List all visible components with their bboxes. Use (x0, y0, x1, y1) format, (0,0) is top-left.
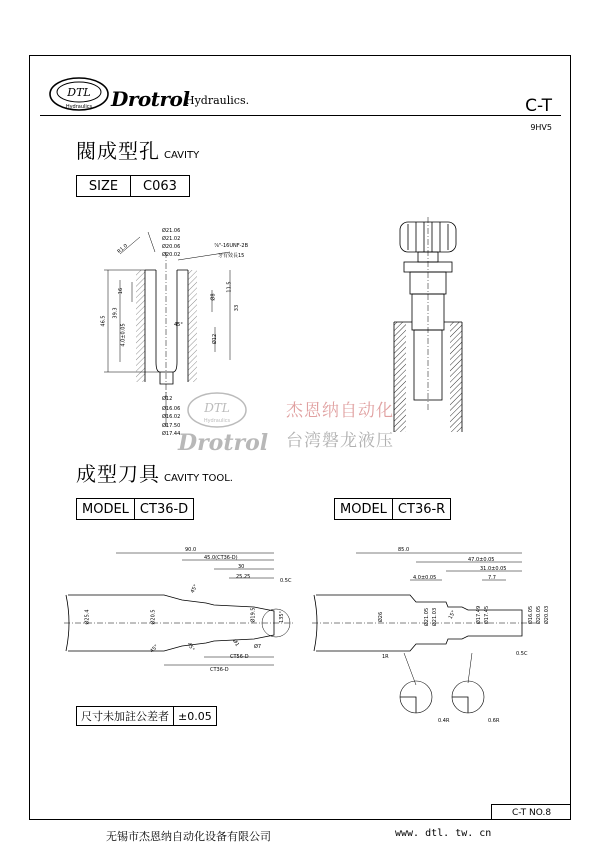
size-value: C063 (130, 176, 189, 196)
dim-b1: Ø16.06 (162, 406, 181, 412)
watermark-logo (186, 390, 248, 430)
tool-r-d17-49: Ø17.49 (476, 605, 483, 625)
brand-name: Drotrol (111, 87, 190, 111)
header-rule (40, 115, 561, 116)
dim-4: 4.0±0.05 (120, 323, 127, 347)
size-label: SIZE (88, 178, 119, 194)
dim-b3: Ø17.50 (162, 423, 181, 429)
dim-b4: Ø17.44 (162, 431, 181, 437)
tool-r-7-7: 7.7 (488, 575, 496, 581)
tool-r-85: 85.0 (398, 547, 410, 553)
dim-d3: Ø20.06 (162, 244, 181, 250)
cavity-title: 閥成型孔 CAVITY (76, 139, 200, 163)
footer-company: 无锡市杰恩纳自动化设备有限公司 (106, 830, 271, 843)
tool-model-left (76, 498, 194, 520)
tool-r-d26: Ø26 (378, 611, 385, 623)
model-left-value: CT36-D (134, 499, 193, 519)
tool-r-d21-03: Ø21.03 (432, 607, 439, 627)
tool-r-d20-03: Ø20.03 (544, 605, 551, 625)
tool-r-1r: 1R (382, 654, 389, 660)
cavity-size-box (76, 175, 190, 197)
dim-33: 33 (234, 304, 241, 312)
tool-r-0-6r: 0.6R (488, 718, 500, 724)
dim-thread: ⅞"-16UNF-2B (214, 243, 249, 249)
tool-right-drawing (312, 545, 552, 735)
tool-r-d17-45: Ø17.45 (484, 605, 491, 625)
dim-d2: Ø21.02 (162, 236, 181, 242)
dim-11-5: 11.5 (226, 281, 233, 293)
tool-r-d20-05: Ø20.05 (536, 605, 543, 625)
tool-title: 成型刀具 CAVITY TOOL. (76, 462, 233, 486)
watermark-logo-text: DTL (204, 401, 230, 415)
valve-drawing (388, 212, 468, 442)
model-right-label: MODEL (340, 501, 387, 517)
logo-ring-text: Hydraulics (65, 104, 93, 110)
tool-r-0-5c: 0.5C (516, 651, 528, 657)
tool-left-drawing (64, 545, 304, 685)
tool-l-ct56: CT56-D (230, 654, 249, 660)
tool-l-d19: Ø19.5 (250, 607, 257, 623)
tool-r-4: 4.0±0.05 (413, 575, 437, 581)
watermark-logo-ring: Hydraulics (203, 418, 231, 424)
tool-r-47: 47.0±0.05 (468, 557, 495, 563)
tool-l-ct36: CT36-D (210, 667, 229, 673)
tool-l-d7: Ø7 (254, 644, 262, 650)
dim-d8: Ø8 (210, 293, 217, 301)
dim-d1: Ø21.06 (162, 228, 181, 234)
tool-l-30: 30 (238, 564, 245, 570)
model-left-label: MODEL (82, 501, 129, 517)
dim-thread-depth: 牙有效長15 (218, 253, 245, 259)
tool-model-right (334, 498, 451, 520)
tool-l-45a: 45° (189, 583, 200, 595)
logo-text: DTL (67, 86, 91, 99)
watermark-line1: 杰恩纳自动化 (286, 401, 394, 421)
model-right-value: CT36-R (392, 499, 450, 519)
tool-l-45c: 45° (185, 641, 196, 653)
tool-l-25: 25.25 (236, 574, 251, 580)
tool-l-d1: Ø1 (231, 638, 240, 648)
dim-d4: Ø20.02 (162, 252, 181, 258)
watermark-brand: Drotrol (178, 430, 269, 456)
tool-r-0-4r: 0.4R (438, 718, 450, 724)
page-subcode: 9HV5 (530, 123, 552, 132)
footer-website: www. dtl. tw. cn (395, 828, 492, 839)
dim-39-3: 39.3 (112, 307, 119, 319)
dim-d12: Ø12 (212, 333, 219, 345)
tolerance-box (76, 706, 217, 726)
tool-l-45: 45.0(CT36-D) (204, 555, 238, 561)
tool-l-d20: Ø20.5 (150, 609, 157, 625)
dim-d12b: Ø12 (162, 396, 173, 402)
tolerance-label: 尺寸未加註公差者 (81, 710, 169, 723)
dim-46-5: 46.5 (100, 315, 107, 327)
tool-r-d16-05: Ø16.05 (528, 605, 535, 625)
dim-b2: Ø16.02 (162, 414, 181, 420)
tool-l-45b: 45° (149, 643, 160, 655)
page-code: C-T (525, 96, 552, 116)
dim-r1: R1.0 (116, 243, 130, 255)
page-number: C-T NO.8 (491, 804, 571, 820)
tool-l-90: 90.0 (185, 547, 197, 553)
tool-r-d21-05: Ø21.05 (424, 607, 431, 627)
brand-subtitle: Hydraulics. (185, 94, 250, 107)
dtl-logo (48, 76, 110, 112)
tool-r-15: 15° (447, 609, 458, 621)
dim-45: 45° (174, 322, 183, 328)
tool-l-d25: Ø25.4 (84, 609, 91, 625)
tool-l-135: 135° (279, 610, 286, 624)
watermark-line2: 台湾磐龙液压 (286, 431, 394, 451)
tool-l-0-5c: 0.5C (280, 578, 292, 584)
tool-r-31: 31.0±0.05 (480, 566, 507, 572)
dim-16: 16 (118, 287, 125, 295)
tolerance-value: ±0.05 (173, 707, 216, 725)
